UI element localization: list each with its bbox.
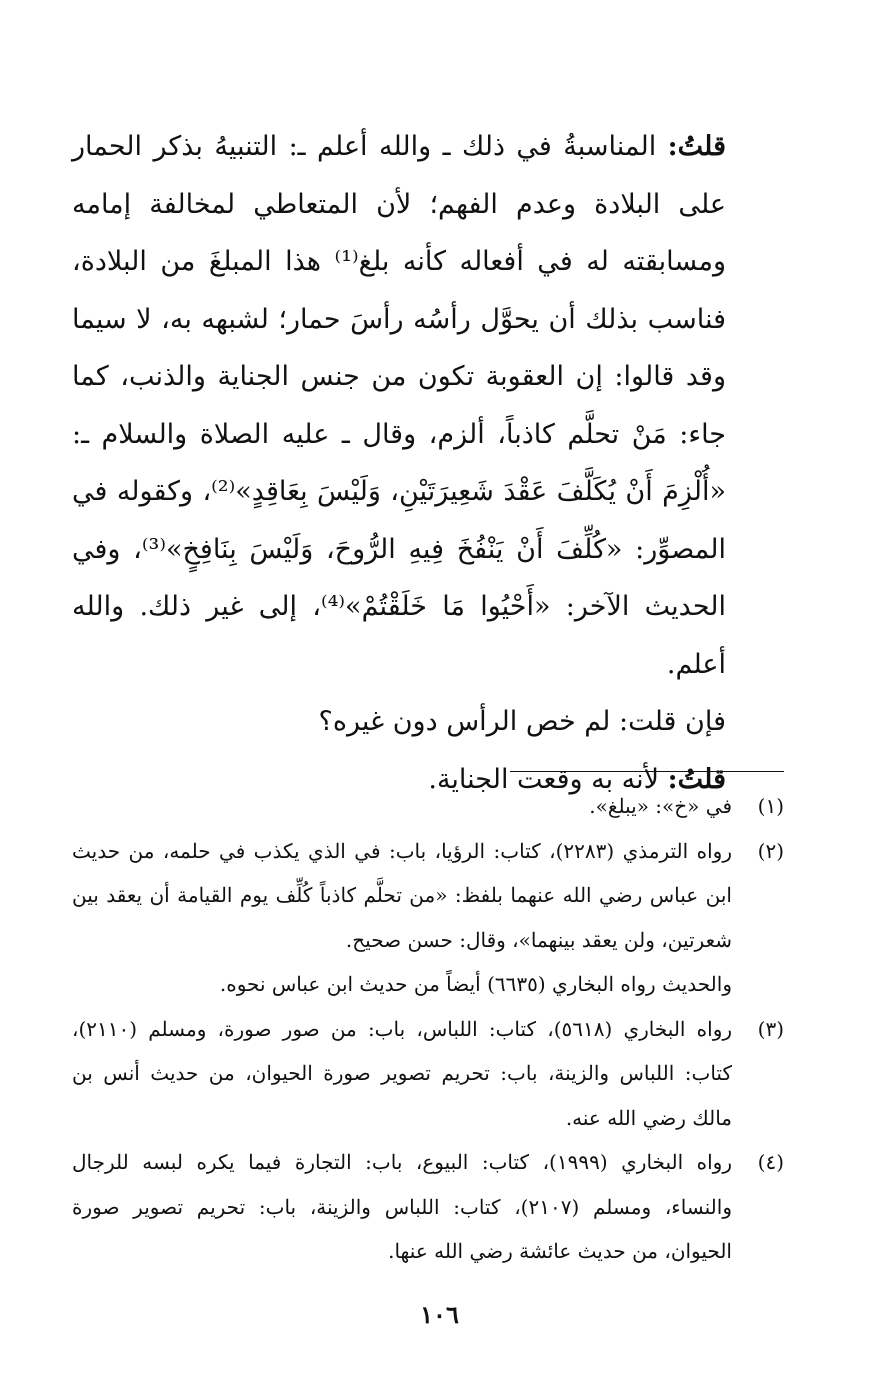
footnote-number: (١): [757, 794, 784, 818]
footnotes: [72, 784, 784, 1274]
footnote-number: (٢): [757, 838, 784, 863]
footnote-line: رواه البخاري (١٩٩٩)، كتاب: البيوع، باب: التجارة فيما يكره لبسه للرجال والنساء، ومسلم (٢١٠٧)، كتاب: اللباس والزينة، باب: تحريم تصوير صورة الحيوان، من حديث عائشة رضي الله عنها.: [72, 1150, 733, 1263]
footnote-separator: [510, 771, 784, 772]
footnote-text: [72, 1007, 732, 1141]
footnote-4: [72, 1140, 784, 1274]
main-body-text: [72, 118, 784, 808]
footnote-3: [72, 1007, 784, 1141]
footnote-line: رواه الترمذي (٢٢٨٣)، كتاب: الرؤيا، باب: في الذي يكذب في حلمه، من حديث ابن عباس رضي الله عنهما بلفظ: «من تحلَّم كاذباً كُلِّف يوم القيامة أن يعقد بين شعرتين، ولن يعقد بينهما»، وقال: حسن صحيح.: [72, 838, 732, 952]
footnote-text: [72, 1140, 732, 1274]
footnote-text: [72, 784, 732, 829]
paragraph-1-label: قلتُ:: [667, 131, 726, 162]
footnote-2: [72, 829, 784, 1007]
footnote-line: في «خ»: «يبلغ».: [589, 794, 732, 818]
footnote-line: رواه البخاري (٥٦١٨)، كتاب: اللباس، باب: من صور صورة، ومسلم (٢١١٠)، كتاب: اللباس والزينة، باب: تحريم تصوير صورة الحيوان، من حديث أنس بن مالك رضي الله عنه.: [72, 1016, 733, 1130]
paragraph-3-label: قلتُ:: [667, 763, 726, 795]
footnote-text: [72, 829, 732, 1007]
footnote-number: (٣): [757, 1016, 784, 1041]
paragraph-2: فإن قلت: لم خص الرأس دون غيره؟: [318, 706, 726, 737]
paragraph-1-text: المناسبةُ في ذلك ـ والله أعلم ـ: التنبيهُ بذكر الحمار على البلادة وعدم الفهم؛ لأن المتعاطي لمخالفة إمامه ومسابقته له في أفعاله كأنه بلغ⁽¹⁾ هذا المبلغَ من البلادة، فناسب بذلك أن يحوَّل رأسُه رأسَ حمار؛ لشبهه به، لا سيما وقد قالوا: إن العقوبة تكون من جنس الجناية والذنب، كما جاء: مَنْ تحلَّم كاذباً، ألزم، وقال ـ عليه الصلاة والسلام ـ: «أُلْزِمَ أَنْ يُكَلَّفَ عَقْدَ شَعِيرَتَيْنِ، وَلَيْسَ بِعَاقِدٍ»⁽²⁾، وكقوله في المصوِّر: «كُلِّفَ أَنْ يَنْفُخَ فِيهِ الرُّوحَ، وَلَيْسَ بِنَافِخٍ»⁽³⁾، وفي الحديث الآخر: «أَحْيُوا مَا خَلَقْتُمْ»⁽⁴⁾، إلى غير ذلك. والله أعلم.: [72, 131, 726, 680]
paragraph-1: [72, 118, 784, 693]
footnote-1: [72, 784, 784, 829]
footnote-line: والحديث رواه البخاري (٦٦٣٥) أيضاً من حديث ابن عباس نحوه.: [219, 972, 732, 996]
paragraph-3-text: لأنه به وقعت الجناية.: [428, 763, 660, 795]
footnote-number: (٤): [757, 1150, 784, 1174]
page-number: ١٠٦: [420, 1300, 459, 1329]
